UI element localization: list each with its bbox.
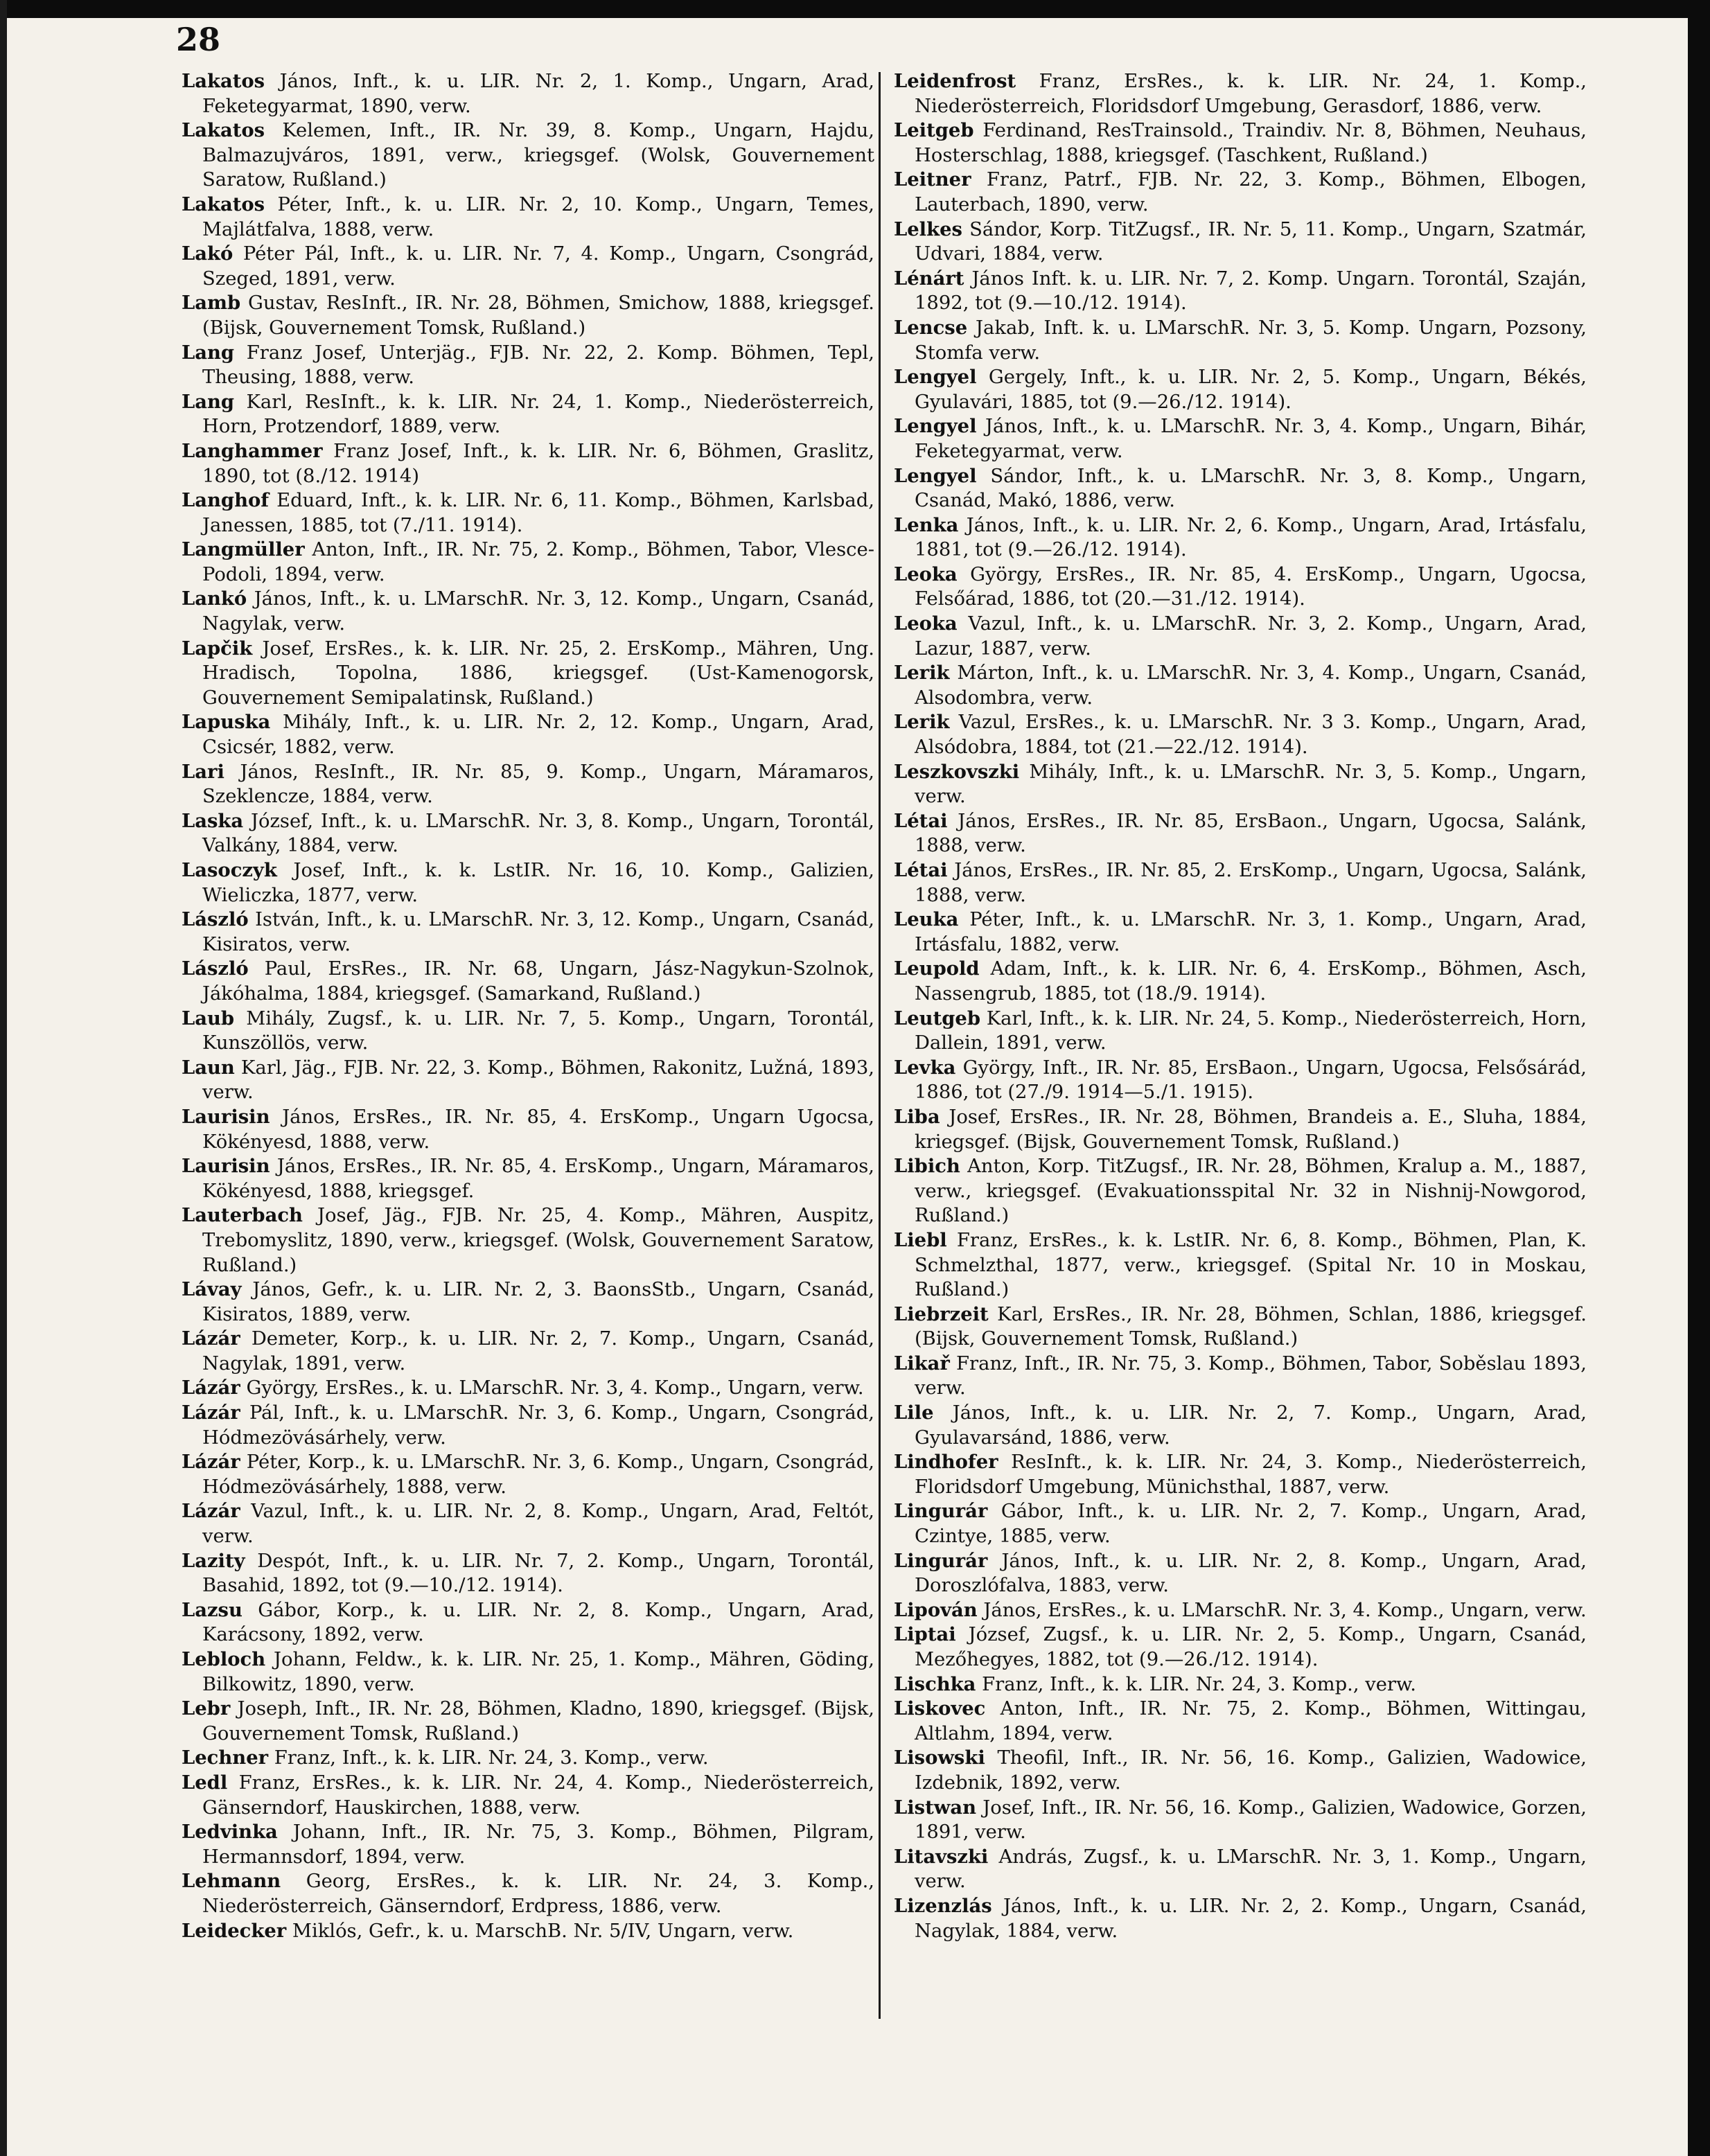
scan-left-edge [0,0,7,2156]
entry-details: Franz, Patrf., FJB. Nr. 22, 3. Komp., Böhmen, Elbogen, Lauterbach, 1890, verw. [915,169,1587,215]
entry-surname: Lávay [182,1278,242,1301]
list-entry [182,1647,874,1697]
list-entry [894,218,1587,267]
list-entry [182,1450,874,1499]
entry-details: Johann, Inft., IR. Nr. 75, 3. Komp., Böhmen, Pilgram, Hermannsdorf, 1894, verw. [202,1821,874,1868]
list-entry [182,193,874,242]
entry-surname: Litavszki [894,1845,989,1868]
entry-surname: Liebrzeit [894,1302,989,1325]
entry-details: Demeter, Korp., k. u. LIR. Nr. 2, 7. Komp., Ungarn, Csanád, Nagylak, 1891, verw. [202,1328,875,1375]
entry-surname: Lazity [182,1549,245,1572]
entry-details: János, Inft., k. u. LMarschR. Nr. 3, 12. Komp., Ungarn, Csanád, Nagylak, verw. [202,588,874,635]
list-entry [182,1771,874,1820]
entry-surname: Langmüller [182,538,305,561]
entry-surname: Lázár [182,1377,240,1399]
list-entry [894,1154,1587,1228]
entry-surname: Lelkes [894,218,962,240]
entry-details: János, Inft., k. u. LMarschR. Nr. 3, 4. Komp., Ungarn, Bihár, Feketegyarmat, verw. [915,416,1587,462]
entry-surname: Listwan [894,1796,976,1819]
entry-surname: Laska [182,809,244,832]
list-entry [894,69,1587,118]
entry-details: János, Inft., k. u. LIR. Nr. 2, 2. Komp., Ungarn, Csanád, Nagylak, 1884, verw. [915,1895,1587,1942]
entry-surname: Lakatos [182,70,265,92]
list-entry [182,809,874,858]
entry-surname: László [182,908,249,931]
list-entry [182,1007,874,1056]
entry-surname: Lankó [182,587,247,610]
entry-surname: Leupold [894,957,980,980]
entry-details: Karl, Inft., k. k. LIR. Nr. 24, 5. Komp., Niederösterreich, Horn, Dallein, 1891, verw. [915,1007,1587,1054]
list-entry [894,267,1587,316]
entry-surname: Leidecker [182,1919,287,1942]
list-entry [894,464,1587,513]
entry-surname: Lakó [182,242,233,265]
entry-details: Gustav, ResInft., IR. Nr. 28, Böhmen, Smichow, 1888, kriegsgef. (Bijsk, Gouvernement Tomsk, Rußland.) [202,292,874,339]
list-entry [182,1327,874,1376]
entry-details: Péter Pál, Inft., k. u. LIR. Nr. 7, 4. Komp., Ungarn, Csongrád, Szeged, 1891, verw. [202,243,874,290]
entry-details: János Inft. k. u. LIR. Nr. 7, 2. Komp. Ungarn. Torontál, Szaján, 1892, tot (9.—10./12. 1914). [915,267,1587,315]
entry-surname: Langhof [182,489,270,512]
list-entry [182,908,874,957]
list-entry [182,1746,874,1771]
entry-details: Miklós, Gefr., k. u. MarschB. Nr. 5/IV, Ungarn, verw. [292,1920,794,1942]
list-entry [894,1894,1587,1943]
entry-details: Gergely, Inft., k. u. LIR. Nr. 2, 5. Komp., Ungarn, Békés, Gyulavári, 1885, tot (9.—26./12. 1914). [915,366,1587,413]
entry-details: Karl, ResInft., k. k. LIR. Nr. 24, 1. Komp., Niederösterreich, Horn, Protzendorf, 1889, verw. [202,391,874,438]
list-entry [894,1796,1587,1845]
list-entry [182,1278,874,1327]
list-entry [182,858,874,908]
list-entry [894,858,1587,908]
entry-surname: Leuka [894,908,959,931]
list-entry [182,538,874,587]
entry-details: Karl, ErsRes., IR. Nr. 28, Böhmen, Schlan, 1886, kriegsgef. (Bijsk, Gouvernement Tomsk, Rußland.) [915,1303,1587,1350]
entry-details: István, Inft., k. u. LMarschR. Nr. 3, 12. Komp., Ungarn, Csanád, Kisiratos, verw. [202,909,874,955]
entry-surname: Lengyel [894,366,977,389]
list-entry [182,439,874,488]
list-entry [182,1154,874,1203]
entry-details: Theofil, Inft., IR. Nr. 56, 16. Komp., Galizien, Wadowice, Izdebnik, 1892, verw. [915,1747,1587,1794]
list-entry [894,1401,1587,1450]
entry-details: János, ResInft., IR. Nr. 85, 9. Komp., Ungarn, Máramaros, Szeklencze, 1884, verw. [202,761,874,808]
list-entry [894,1499,1587,1548]
entry-details: Péter, Inft., k. u. LIR. Nr. 2, 10. Komp., Ungarn, Temes, Majlátfalva, 1888, verw. [202,193,874,240]
entry-details: János, ErsRes., IR. Nr. 85, 2. ErsKomp., Ungarn, Ugocsa, Salánk, 1888, verw. [915,860,1587,906]
entry-details: Vazul, Inft., k. u. LIR. Nr. 2, 8. Komp., Ungarn, Arad, Feltót, verw. [202,1501,874,1548]
list-entry [182,1105,874,1154]
entry-details: Pál, Inft., k. u. LMarschR. Nr. 3, 6. Komp., Ungarn, Csongrád, Hódmezövásárhely, verw. [202,1402,874,1449]
entry-surname: Lazsu [182,1598,243,1621]
entry-details: Josef, Inft., k. k. LstIR. Nr. 16, 10. Komp., Galizien, Wieliczka, 1877, verw. [202,860,874,906]
entry-surname: Lang [182,341,235,364]
entry-surname: Lari [182,760,224,783]
entry-details: Eduard, Inft., k. k. LIR. Nr. 6, 11. Komp., Böhmen, Karlsbad, Janessen, 1885, tot (7./11. 1914). [202,490,874,536]
entry-surname: Lakatos [182,119,265,142]
entry-details: Kelemen, Inft., IR. Nr. 39, 8. Komp., Ungarn, Hajdu, Balmazujváros, 1891, verw., kriegsgef. (Wolsk, Gouvernement Saratow, Rußland.) [202,120,874,191]
list-entry [894,414,1587,463]
list-entry [182,488,874,538]
entry-surname: Leszkovszki [894,760,1020,783]
entry-surname: Lerik [894,662,950,684]
list-entry [894,1845,1587,1894]
entry-surname: Lauterbach [182,1204,303,1227]
list-entry [182,637,874,711]
entry-details: Franz, ErsRes., k. k. LIR. Nr. 24, 1. Komp., Niederösterreich, Floridsdorf Umgebung, Gerasdorf, 1886, verw. [915,71,1587,117]
entry-surname: Lázár [182,1451,240,1474]
list-entry [894,1672,1587,1697]
entry-surname: Libich [894,1155,960,1178]
entry-details: Joseph, Inft., IR. Nr. 28, Böhmen, Kladno, 1890, kriegsgef. (Bijsk, Gouvernement Tomsk, Rußland.) [202,1698,874,1744]
entry-details: András, Zugsf., k. u. LMarschR. Nr. 3, 1. Komp., Ungarn, verw. [915,1846,1587,1893]
list-entry [182,1598,874,1647]
list-entry [182,1376,874,1401]
entry-details: Mihály, Zugsf., k. u. LIR. Nr. 7, 5. Komp., Ungarn, Torontál, Kunszöllös, verw. [202,1007,874,1054]
list-entry [894,1623,1587,1672]
entry-surname: Lázár [182,1327,240,1350]
entry-surname: Lang [182,390,235,413]
entry-surname: Ledvinka [182,1821,278,1844]
entry-details: János, Inft., k. u. LIR. Nr. 2, 6. Komp., Ungarn, Arad, Irtásfalu, 1881, tot (9.—26./12. 1914). [915,514,1587,561]
entry-surname: Leoka [894,612,958,635]
entry-surname: Leutgeb [894,1007,980,1030]
entry-surname: Lázár [182,1402,240,1424]
entry-details: Franz, Inft., k. k. LIR. Nr. 24, 3. Komp., verw. [274,1747,709,1769]
entry-surname: Létai [894,859,948,881]
entry-details: Johann, Feldw., k. k. LIR. Nr. 25, 1. Komp., Mähren, Göding, Bilkowitz, 1890, verw. [202,1649,874,1695]
entry-surname: Lengyel [894,415,977,438]
entry-surname: László [182,957,249,980]
column-divider [879,72,881,2019]
entry-surname: Lebloch [182,1648,266,1670]
entry-surname: Lencse [894,316,968,339]
list-entry [894,365,1587,414]
list-entry [182,1203,874,1278]
list-entry [894,1697,1587,1746]
entry-surname: Leidenfrost [894,70,1016,92]
entry-details: Franz, ErsRes., k. k. LIR. Nr. 24, 4. Komp., Niederösterreich, Gänserndorf, Hauskirchen, 1888, verw. [202,1771,874,1819]
entry-surname: Liptai [894,1623,956,1646]
entry-details: György, ErsRes., IR. Nr. 85, 4. ErsKomp., Ungarn, Ugocsa, Felsőárad, 1886, tot (20.—31./12. 1914). [915,563,1587,610]
list-entry [894,1450,1587,1499]
list-entry [182,760,874,809]
list-entry [894,661,1587,710]
list-entry [182,1869,874,1918]
entry-surname: Lechner [182,1747,269,1769]
entry-details: József, Inft., k. u. LMarschR. Nr. 3, 8. Komp., Ungarn, Torontál, Valkány, 1884, verw. [202,810,874,857]
entry-details: Mihály, Inft., k. u. LMarschR. Nr. 3, 5. Komp., Ungarn, verw. [915,761,1587,808]
scan-right-edge [1688,0,1710,2156]
entry-surname: Liba [894,1105,940,1128]
list-entry [182,69,874,118]
list-entry [182,242,874,291]
entry-surname: Ledl [182,1771,228,1794]
entry-surname: Laurisin [182,1155,270,1178]
entry-details: Márton, Inft., k. u. LMarschR. Nr. 3, 4. Komp., Ungarn, Csanád, Alsodombra, verw. [915,662,1587,709]
entry-surname: Lengyel [894,464,977,487]
list-entry [894,1746,1587,1795]
entry-surname: Leoka [894,563,958,585]
entry-details: József, Zugsf., k. u. LIR. Nr. 2, 5. Komp., Ungarn, Csanád, Mezőhegyes, 1882, tot (9.—26./12. 1914). [915,1624,1587,1670]
entry-surname: Levka [894,1056,956,1079]
list-entry [894,612,1587,661]
entry-details: Péter, Korp., k. u. LMarschR. Nr. 3, 6. Komp., Ungarn, Csongrád, Hódmezövásárhely, 1888, verw. [202,1451,875,1498]
entry-details: Anton, Inft., IR. Nr. 75, 2. Komp., Böhmen, Tabor, Vlesce-Podoli, 1894, verw. [202,539,874,585]
entry-surname: Lenka [894,513,959,536]
list-entry [182,1820,874,1869]
list-entry [182,587,874,636]
entry-surname: Liebl [894,1228,947,1251]
entry-details: János, ErsRes., IR. Nr. 85, 4. ErsKomp., Ungarn, Máramaros, Kökényesd, 1888, kriegsgef. [202,1156,874,1202]
list-entry [894,1228,1587,1302]
entry-surname: Lamb [182,292,241,315]
list-entry [894,1549,1587,1598]
entry-details: Gábor, Inft., k. u. LIR. Nr. 2, 7. Komp., Ungarn, Arad, Czintye, 1885, verw. [915,1501,1587,1548]
entry-surname: Leitner [894,168,971,191]
entry-surname: Lingurár [894,1500,988,1523]
entry-details: Franz, Inft., k. k. LIR. Nr. 24, 3. Komp., verw. [982,1673,1416,1695]
list-entry [894,760,1587,809]
entry-surname: Lindhofer [894,1451,998,1474]
entry-surname: Lénárt [894,267,964,290]
entry-details: János, Inft., k. u. LIR. Nr. 2, 8. Komp., Ungarn, Arad, Doroszlófalva, 1883, verw. [915,1550,1587,1597]
list-entry [182,118,874,193]
entry-details: Josef, Inft., IR. Nr. 56, 16. Komp., Galizien, Wadowice, Gorzen, 1891, verw. [915,1796,1587,1844]
list-entry [182,710,874,759]
list-entry [182,1401,874,1450]
entry-surname: Lisowski [894,1747,985,1769]
list-entry [182,1697,874,1746]
page-number: 28 [176,21,221,58]
entry-surname: Lehmann [182,1870,281,1893]
entry-details: ResInft., k. k. LIR. Nr. 24, 3. Komp., Niederösterreich, Floridsdorf Umgebung, Münichsthal, 1887, verw. [915,1451,1587,1498]
entry-details: Gábor, Korp., k. u. LIR. Nr. 2, 8. Komp., Ungarn, Arad, Karácsony, 1892, verw. [202,1599,874,1646]
list-entry [894,118,1587,168]
entry-surname: Lischka [894,1672,976,1695]
list-entry [894,1007,1587,1056]
entry-details: Ferdinand, ResTrainsold., Traindiv. Nr. 8, Böhmen, Neuhaus, Hosterschlag, 1888, kriegsgef. (Taschkent, Rußland.) [915,120,1587,166]
entry-details: János, ErsRes., IR. Nr. 85, ErsBaon., Ungarn, Ugocsa, Salánk, 1888, verw. [915,810,1587,857]
entry-surname: Lerik [894,711,950,734]
entry-details: Franz, ErsRes., k. k. LstIR. Nr. 6, 8. Komp., Böhmen, Plan, K. Schmelzthal, 1877, verw., kriegsgef. (Spital Nr. 10 in Moskau, Rußland.) [915,1229,1587,1301]
entry-details: Adam, Inft., k. k. LIR. Nr. 6, 4. ErsKomp., Böhmen, Asch, Nassengrub, 1885, tot (18./9. 1914). [915,958,1587,1005]
entry-details: Mihály, Inft., k. u. LIR. Nr. 2, 12. Komp., Ungarn, Arad, Csicsér, 1882, verw. [202,712,875,759]
entry-details: Anton, Korp. TitZugsf., IR. Nr. 28, Böhmen, Kralup a. M., 1887, verw., kriegsgef. (Evakuationsspital Nr. 32 in Nishnij-Nowgorod, Rußland.) [915,1156,1587,1227]
entry-surname: Liskovec [894,1697,986,1720]
list-entry [894,1105,1587,1154]
list-entry [894,908,1587,957]
list-entry [894,1352,1587,1401]
entry-details: János, Gefr., k. u. LIR. Nr. 2, 3. BaonsStb., Ungarn, Csanád, Kisiratos, 1889, verw. [202,1279,874,1325]
entry-surname: Lingurár [894,1549,988,1572]
entry-details: Karl, Jäg., FJB. Nr. 22, 3. Komp., Böhmen, Rakonitz, Lužná, 1893, verw. [202,1057,874,1104]
entry-details: Josef, Jäg., FJB. Nr. 25, 4. Komp., Mähren, Auspitz, Trebomyslitz, 1890, verw., kriegsgef. (Wolsk, Gouvernement Saratow, Rußland.) [202,1205,874,1276]
list-entry [182,1499,874,1548]
entry-details: Franz Josef, Inft., k. k. LIR. Nr. 6, Böhmen, Graslitz, 1890, tot (8./12. 1914) [202,440,874,487]
entry-surname: Lizenzlás [894,1894,992,1917]
list-entry [182,957,874,1006]
entry-surname: Lapčik [182,637,253,660]
entry-details: Josef, ErsRes., k. k. LIR. Nr. 25, 2. ErsKomp., Mähren, Ung. Hradisch, Topolna, 1886, kriegsgef. (Ust-Kamenogorsk, Gouvernement Semipalatinsk, Rußland.) [202,637,874,709]
right-column [894,69,1587,1943]
list-entry [894,168,1587,217]
entry-surname: Lakatos [182,193,265,215]
scan-top-edge [0,0,1710,18]
entry-surname: Lebr [182,1697,231,1720]
entry-details: Franz, Inft., IR. Nr. 75, 3. Komp., Böhmen, Tabor, Soběslau 1893, verw. [915,1352,1587,1399]
entry-details: Sándor, Inft., k. u. LMarschR. Nr. 3, 8. Komp., Ungarn, Csanád, Makó, 1886, verw. [915,465,1587,512]
entry-surname: Lipován [894,1598,978,1621]
list-entry [182,1056,874,1105]
list-entry [182,390,874,439]
entry-surname: Leitgeb [894,119,974,142]
entry-surname: Lázár [182,1500,240,1523]
list-entry [894,710,1587,759]
entry-surname: Lasoczyk [182,859,277,881]
entry-surname: Likař [894,1352,950,1375]
list-entry [894,1598,1587,1623]
entry-details: Georg, ErsRes., k. k. LIR. Nr. 24, 3. Komp., Niederösterreich, Gänserndorf, Erdpress, 1886, verw. [202,1871,874,1917]
list-entry [894,513,1587,563]
list-entry [182,1919,874,1944]
list-entry [894,316,1587,365]
entry-details: Despót, Inft., k. u. LIR. Nr. 7, 2. Komp., Ungarn, Torontál, Basahid, 1892, tot (9.—10./12. 1914). [202,1550,874,1597]
list-entry [894,1302,1587,1352]
entry-surname: Létai [894,809,948,832]
entry-details: Paul, ErsRes., IR. Nr. 68, Ungarn, Jász-Nagykun-Szolnok, Jákóhalma, 1884, kriegsgef. (Samarkand, Rußland.) [202,958,874,1005]
list-entry [182,1549,874,1598]
list-entry [894,563,1587,612]
entry-details: György, Inft., IR. Nr. 85, ErsBaon., Ungarn, Ugocsa, Felsősárád, 1886, tot (27./9. 1914—5./1. 1915). [915,1057,1587,1104]
entry-surname: Laurisin [182,1105,270,1128]
entry-surname: Lapuska [182,711,271,734]
list-entry [894,957,1587,1006]
entry-surname: Laun [182,1056,235,1079]
entry-details: Josef, ErsRes., IR. Nr. 28, Böhmen, Brandeis a. E., Sluha, 1884, kriegsgef. (Bijsk, Gouvernement Tomsk, Rußland.) [915,1106,1587,1153]
entry-details: Sándor, Korp. TitZugsf., IR. Nr. 5, 11. Komp., Ungarn, Szatmár, Udvari, 1884, verw. [915,218,1587,265]
entry-surname: Laub [182,1007,235,1030]
entry-details: János, Inft., k. u. LIR. Nr. 2, 1. Komp., Ungarn, Arad, Feketegyarmat, 1890, verw. [202,71,874,117]
entry-details: Anton, Inft., IR. Nr. 75, 2. Komp., Böhmen, Wittingau, Altlahm, 1894, verw. [915,1698,1587,1744]
entry-details: Franz Josef, Unterjäg., FJB. Nr. 22, 2. Komp. Böhmen, Tepl, Theusing, 1888, verw. [202,342,874,389]
list-entry [182,341,874,390]
list-entry [182,291,874,340]
entry-details: Jakab, Inft. k. u. LMarschR. Nr. 3, 5. Komp. Ungarn, Pozsony, Stomfa verw. [915,317,1587,364]
entry-details: János, ErsRes., IR. Nr. 85, 4. ErsKomp., Ungarn Ugocsa, Kökényesd, 1888, verw. [202,1106,874,1153]
entry-surname: Lile [894,1402,934,1424]
entry-details: János, ErsRes., k. u. LMarschR. Nr. 3, 4. Komp., Ungarn, verw. [983,1599,1587,1621]
list-entry [894,809,1587,858]
entry-surname: Langhammer [182,439,323,462]
entry-details: János, Inft., k. u. LIR. Nr. 2, 7. Komp., Ungarn, Arad, Gyulavarsánd, 1886, verw. [915,1402,1587,1449]
entry-details: Vazul, ErsRes., k. u. LMarschR. Nr. 3 3. Komp., Ungarn, Arad, Alsódobra, 1884, tot (21.—22./12. 1914). [915,712,1587,759]
entry-details: Péter, Inft., k. u. LMarschR. Nr. 3, 1. Komp., Ungarn, Arad, Irtásfalu, 1882, verw. [915,909,1587,955]
entry-details: György, ErsRes., k. u. LMarschR. Nr. 3, 4. Komp., Ungarn, verw. [246,1377,864,1399]
left-column [182,69,874,1943]
list-entry [894,1056,1587,1105]
entry-details: Vazul, Inft., k. u. LMarschR. Nr. 3, 2. Komp., Ungarn, Arad, Lazur, 1887, verw. [915,613,1587,660]
